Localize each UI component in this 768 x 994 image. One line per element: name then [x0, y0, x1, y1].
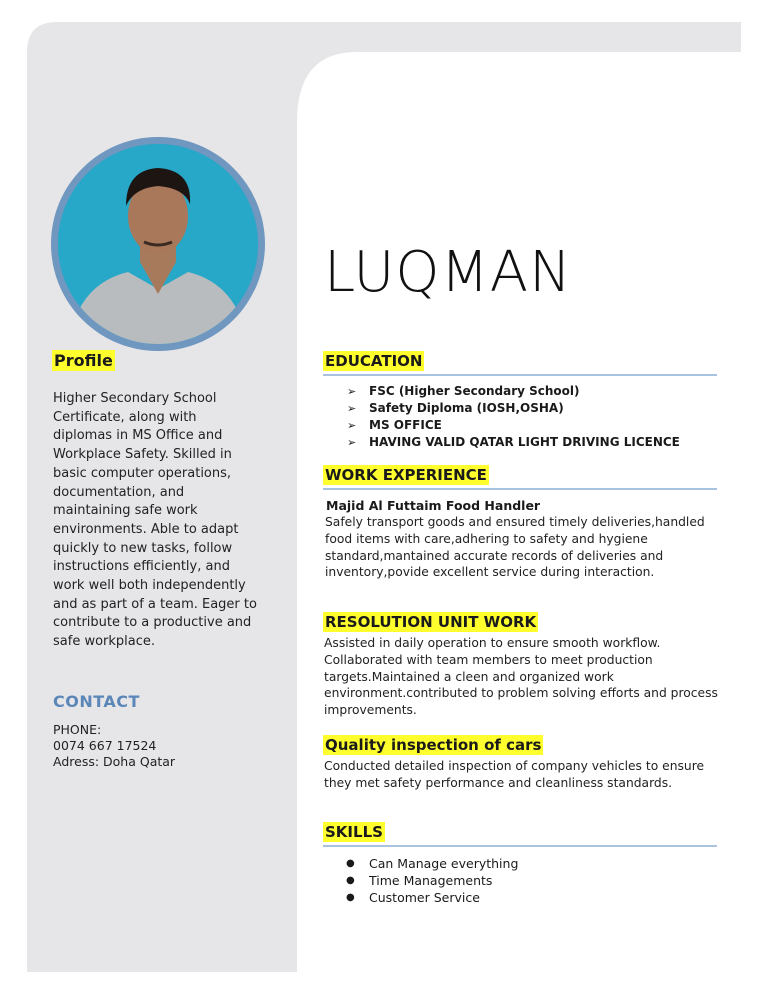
- arrow-bullet-icon: ➢: [347, 436, 357, 449]
- resolution-heading-label: RESOLUTION UNIT WORK: [325, 613, 537, 631]
- education-rule: [323, 374, 717, 376]
- work-rule: [323, 488, 717, 490]
- dot-bullet-icon: ●: [346, 858, 355, 869]
- contact-details: [53, 722, 175, 770]
- job-title: Majid Al Futtaim Food Handler: [326, 498, 541, 513]
- education-item: ➢ HAVING VALID QATAR LIGHT DRIVING LICENCE: [347, 435, 680, 449]
- quality-description: Conducted detailed inspection of company vehicles to ensure they met safety performance and cleanliness standards.: [324, 759, 705, 790]
- education-item: ➢ FSC (Higher Secondary School): [347, 384, 580, 398]
- education-list: [347, 383, 680, 451]
- skill-item: ● Can Manage everything: [346, 856, 519, 871]
- skills-list: [346, 855, 518, 906]
- profile-heading: [52, 351, 115, 370]
- resolution-description: Assisted in daily operation to ensure smooth workflow. Collaborated with team members to meet production targets.Maintained a cleen and organized work environment.contributed to problem solving efforts and process improvements.: [324, 636, 718, 718]
- quality-heading-label: Quality inspection of cars: [325, 736, 542, 754]
- skills-rule: [323, 845, 717, 847]
- profile-text: Higher Secondary School Certificate, along with diplomas in MS Office and Workplace Safety. Skilled in basic computer operations, documentation, and maintaining safe work environments. Able to adapt quickly to new tasks, follow instructions efficiently, and work well both independently and as part of a team. Eager to contribute to a productive and safe workplace.: [53, 391, 257, 650]
- dot-bullet-icon: ●: [346, 892, 355, 903]
- arrow-bullet-icon: ➢: [347, 419, 357, 432]
- profile-heading-label: Profile: [54, 351, 113, 370]
- education-item: ➢ Safety Diploma (IOSH,OSHA): [347, 401, 564, 415]
- resolution-heading: [323, 613, 538, 631]
- quality-heading: [323, 736, 543, 754]
- phone-number: 0074 667 17524: [53, 738, 157, 753]
- skills-heading: [323, 823, 385, 841]
- profile-photo: [58, 144, 258, 344]
- education-heading: [323, 352, 424, 370]
- arrow-bullet-icon: ➢: [347, 402, 357, 415]
- education-item: ➢ MS OFFICE: [347, 418, 442, 432]
- skill-item: ● Customer Service: [346, 890, 480, 905]
- job-description: Safely transport goods and ensured timely deliveries,handled food items with care,adhering to safety and hygiene standard,mantained accurate records of deliveries and inventory,povide excellent service during interaction.: [325, 515, 705, 580]
- work-heading: [323, 466, 489, 484]
- education-heading-label: EDUCATION: [325, 352, 423, 370]
- contact-heading: CONTACT: [53, 692, 140, 711]
- skill-item: ● Time Managements: [346, 873, 493, 888]
- candidate-name: LUQMAN: [324, 240, 572, 305]
- address: Adress: Doha Qatar: [53, 754, 176, 769]
- work-heading-label: WORK EXPERIENCE: [325, 466, 487, 484]
- phone-label: PHONE:: [53, 722, 102, 737]
- dot-bullet-icon: ●: [346, 875, 355, 886]
- skills-heading-label: SKILLS: [325, 823, 383, 841]
- arrow-bullet-icon: ➢: [347, 385, 357, 398]
